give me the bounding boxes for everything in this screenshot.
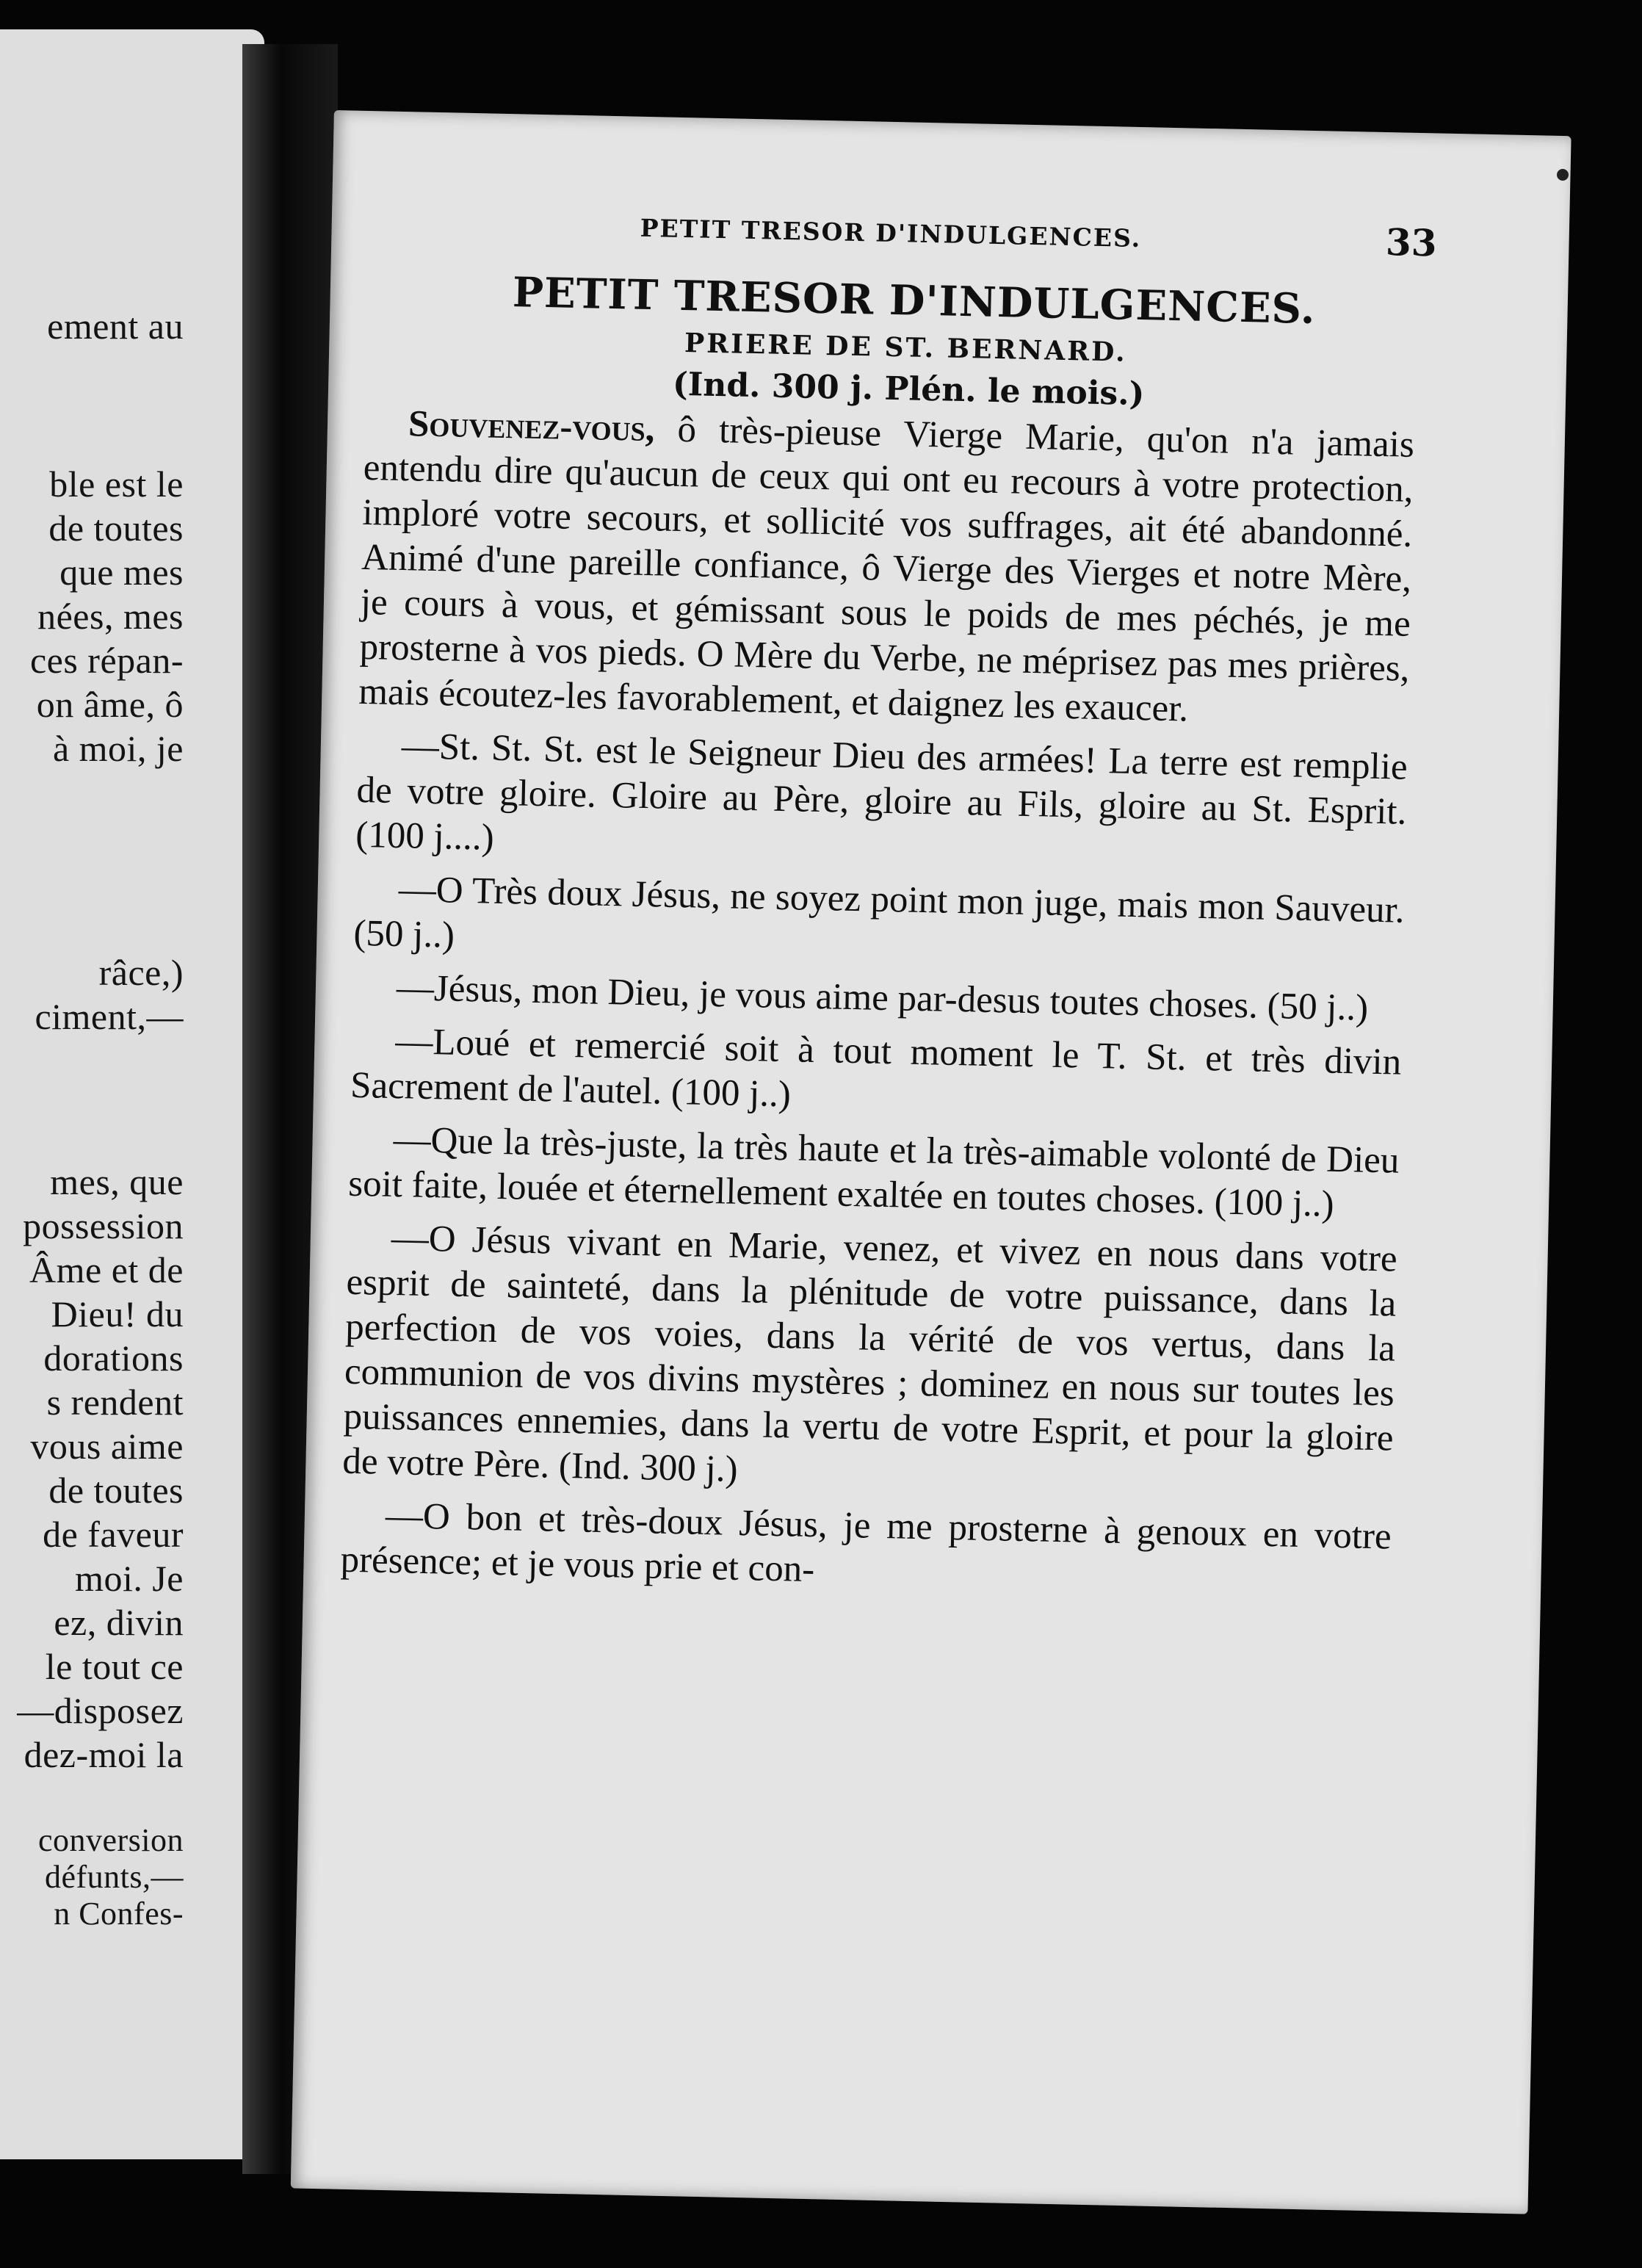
left-page-line: râce,) (98, 952, 184, 993)
left-page-line: on âme, ô (36, 684, 184, 725)
prayer-paragraph: —O Jésus vivant en Marie, venez, et vivez en nous dans votre esprit de sainteté, dans la plénitude de votre puissance, dans la perfection de vos voies, dans la vérité de vos vertus, dans la communion de vos divins mystères ; dominez en nous sur toutes les puissances ennemies, dans la vertu de votre Esprit, et pour la gloire de votre Père. (Ind. 300 j.) (341, 1217, 1398, 1490)
left-page-line: s rendent (46, 1382, 184, 1423)
prayer-paragraph: —Jésus, mon Dieu, je vous aime par-desus toutes choses. (50 j..) (396, 967, 1369, 1029)
prayer-paragraph: —Loué et remercié soit à tout moment le T. St. et très divin Sacrement de l'autel. (100 j..) (350, 1021, 1402, 1116)
left-page-line: de faveur (43, 1514, 184, 1555)
left-page-line: ez, divin (54, 1602, 184, 1643)
left-page-line: mes, que (50, 1161, 184, 1202)
left-page-line: Dieu! du (51, 1293, 184, 1335)
indulgence-note: (Ind. 300 j. Plén. le mois.) (672, 365, 1145, 413)
left-page-line: dorations (43, 1337, 184, 1379)
left-page-line: que mes (59, 552, 184, 593)
main-page (291, 110, 1572, 2214)
page-number: 33 (1385, 220, 1438, 265)
page-content (340, 199, 1438, 1605)
section-heading: PETIT TRESOR D'INDULGENCES. (512, 268, 1317, 334)
running-title: PETIT TRESOR D'INDULGENCES. (640, 213, 1142, 253)
left-page-line: n Confes- (54, 1896, 184, 1932)
left-page-line: de toutes (48, 1470, 184, 1511)
prayer-subheading: PRIERE DE ST. BERNARD. (684, 328, 1128, 368)
left-page-line: ble est le (49, 463, 184, 505)
left-page-line: de toutes (48, 508, 184, 549)
prayer-paragraph: —O bon et très-doux Jésus, je me prosterne à genoux en votre présence; et je vous prie et con- (340, 1495, 1392, 1591)
left-page-line: nées, mes (37, 596, 184, 637)
left-page-line: ement au (47, 306, 184, 347)
prayer-paragraph: —O Très doux Jésus, ne soyez point mon juge, mais mon Sauveur. (50 j..) (352, 869, 1406, 956)
left-page-line: ciment,— (35, 996, 184, 1037)
speck-mark (1557, 169, 1569, 181)
left-page-line: dez-moi la (23, 1734, 184, 1775)
left-page-line: vous aime (30, 1426, 184, 1467)
paragraph-lead: Souvenez-vous, (408, 403, 656, 450)
running-head (368, 199, 1438, 272)
memorare-paragraph (358, 401, 1415, 737)
left-facing-page (0, 29, 264, 2159)
prayer-paragraph: —Que la très-juste, la très haute et la très-aimable volonté de Dieu soit faite, louée et éternellement exaltée en toutes choses. (100 j..) (347, 1119, 1400, 1225)
left-page-line: ces répan- (29, 640, 184, 681)
left-page-line: possession (23, 1205, 184, 1246)
left-page-line: Âme et de (29, 1249, 184, 1290)
left-page-line: —disposez (17, 1690, 184, 1731)
left-page-line: à moi, je (52, 728, 184, 769)
prayer-paragraph: —St. St. St. est le Seigneur Dieu des armées! La terre est remplie de votre gloire. Gloire au Père, gloire au Fils, gloire au St. Esprit. (100 j....) (355, 726, 1408, 859)
left-page-line: conversion (37, 1822, 184, 1858)
left-page-line: défunts,— (44, 1859, 184, 1895)
paragraph-body: ô très-pieuse Vierge Marie, qu'on n'a jamais entendu dire qu'aucun de ceux qui ont eu recours à votre protection, imploré votre secours, et sollicité vos suffrages, ait été abandonné. Animé d'une pareille confiance, ô Vierge des Vierges et notre Mère, je cours à vous, et gémissant sous le poids de mes péchés, je me prosterne à vos pieds. O Mère du Verbe, ne méprisez pas mes prières, mais écoutez-les favorablement, et daignez les exaucer. (358, 408, 1415, 730)
left-page-line: moi. Je (75, 1558, 184, 1599)
left-page-line: le tout ce (45, 1646, 184, 1687)
